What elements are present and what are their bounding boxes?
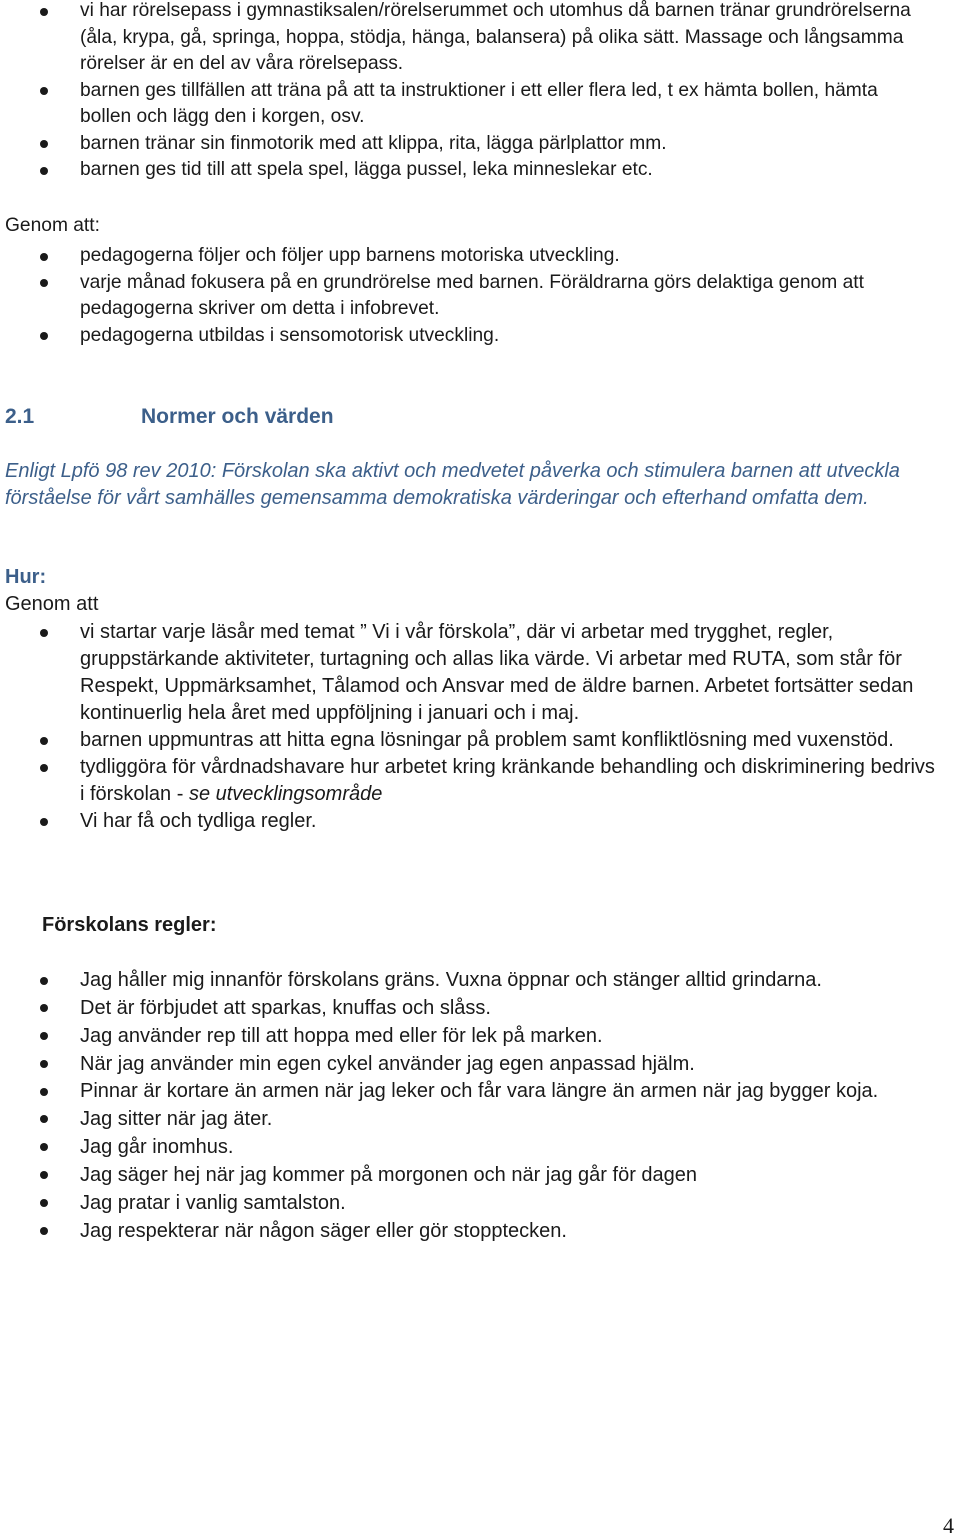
hur-label: Hur: (5, 566, 47, 588)
genom-label-2: Genom att (5, 593, 99, 615)
bullet-icon (40, 1060, 48, 1068)
section-heading (5, 405, 334, 429)
lpfo-quote: Enligt Lpfö 98 rev 2010: Förskolan ska aktivt och medvetet påverka och stimulera barnen att utveckla förståelse för vårt samhälles gemensamma demokratiska värderingar och efterhand omfatta dem. (5, 460, 900, 509)
rule-item: Jag använder rep till att hoppa med eller för lek på marken. (0, 1022, 960, 1050)
bullet-icon (40, 818, 48, 826)
rule-item: Jag pratar i vanlig samtalston. (0, 1189, 960, 1217)
list-item: vi startar varje läsår med temat ” Vi i vår förskola”, där vi arbetar med trygghet, regler, gruppstärkande aktiviteter, turtagning och allas lika värde. Vi arbetar med RUTA, som står för Respekt, Uppmärksamhet, Tålamod och Ansvar med de äldre barnen. Arbetet fortsätter sedan kontinuerlig hela året med uppföljning i januari och i maj. (0, 619, 960, 727)
bullet-icon (40, 332, 48, 340)
section-title: Normer och värden (141, 405, 334, 428)
bullet-icon (40, 737, 48, 745)
list-item: pedagogerna utbildas i sensomotorisk utveckling. (0, 323, 940, 350)
bullet-icon (40, 1004, 48, 1012)
bullet-icon (40, 1227, 48, 1235)
rule-item: Det är förbjudet att sparkas, knuffas och slåss. (0, 994, 960, 1022)
rule-item: Jag säger hej när jag kommer på morgonen och när jag går för dagen (0, 1161, 960, 1189)
bullet-icon (40, 279, 48, 287)
development-area-ref: se utvecklingsområde (188, 783, 383, 805)
list-item: pedagogerna följer och följer upp barnens motoriska utveckling. (0, 243, 940, 270)
bullet-icon (40, 87, 48, 95)
bullet-icon (40, 764, 48, 772)
list-item: vi har rörelsepass i gymnastiksalen/rörelserummet och utomhus då barnen tränar grundrörelserna (åla, krypa, gå, springa, hoppa, stödja, hänga, balansera) på olika sätt. Massage och långsamma rörelser är en del av våra rörelsepass. (0, 0, 940, 78)
bullet-icon (40, 167, 48, 175)
page-number: 4 (943, 1513, 954, 1538)
rule-item: Jag håller mig innanför förskolans gräns. Vuxna öppnar och stänger alltid grindarna. (0, 967, 960, 994)
genom-bullet-list (0, 243, 940, 349)
bullet-icon (40, 1199, 48, 1207)
list-item: barnen uppmuntras att hitta egna lösningar på problem samt konfliktlösning med vuxenstöd. (0, 727, 960, 754)
list-item: Vi har få och tydliga regler. (0, 808, 960, 835)
list-item: varje månad fokusera på en grundrörelse med barnen. Föräldrarna görs delaktiga genom att pedagogerna skriver om detta i infobrevet. (0, 270, 940, 323)
hur-bullet-list (0, 619, 960, 835)
top-bullet-list (0, 0, 940, 184)
section-number: 2.1 (5, 405, 35, 428)
bullet-icon (40, 977, 48, 985)
bullet-icon (40, 8, 48, 16)
rule-item: Pinnar är kortare än armen när jag leker och får vara längre än armen när jag bygger koja. (0, 1078, 960, 1105)
rule-item: Jag respekterar när någon säger eller gör stopptecken. (0, 1217, 960, 1245)
bullet-icon (40, 1143, 48, 1151)
bullet-icon (40, 1088, 48, 1096)
list-item: tydliggöra för vårdnadshavare hur arbetet kring kränkande behandling och diskriminering bedrivs i förskolan - se utvecklingsområde (0, 754, 960, 808)
rule-item: Jag går inomhus. (0, 1133, 960, 1161)
bullet-icon (40, 629, 48, 637)
list-item: barnen ges tid till att spela spel, lägga pussel, leka minneslekar etc. (0, 157, 940, 184)
list-item: barnen tränar sin finmotorik med att klippa, rita, lägga pärlplattor mm. (0, 131, 940, 158)
bullet-icon (40, 140, 48, 148)
bullet-icon (40, 253, 48, 261)
rule-item: När jag använder min egen cykel använder jag egen anpassad hjälm. (0, 1050, 960, 1078)
rules-list (0, 967, 960, 1245)
bullet-icon (40, 1032, 48, 1040)
rule-item: Jag sitter när jag äter. (0, 1105, 960, 1133)
list-item: barnen ges tillfällen att träna på att ta instruktioner i ett eller flera led, t ex hämta bollen, hämta bollen och lägg den i korgen, osv. (0, 78, 940, 131)
bullet-icon (40, 1115, 48, 1123)
bullet-icon (40, 1171, 48, 1179)
rules-title: Förskolans regler: (42, 914, 217, 936)
genom-label: Genom att: (5, 215, 100, 236)
